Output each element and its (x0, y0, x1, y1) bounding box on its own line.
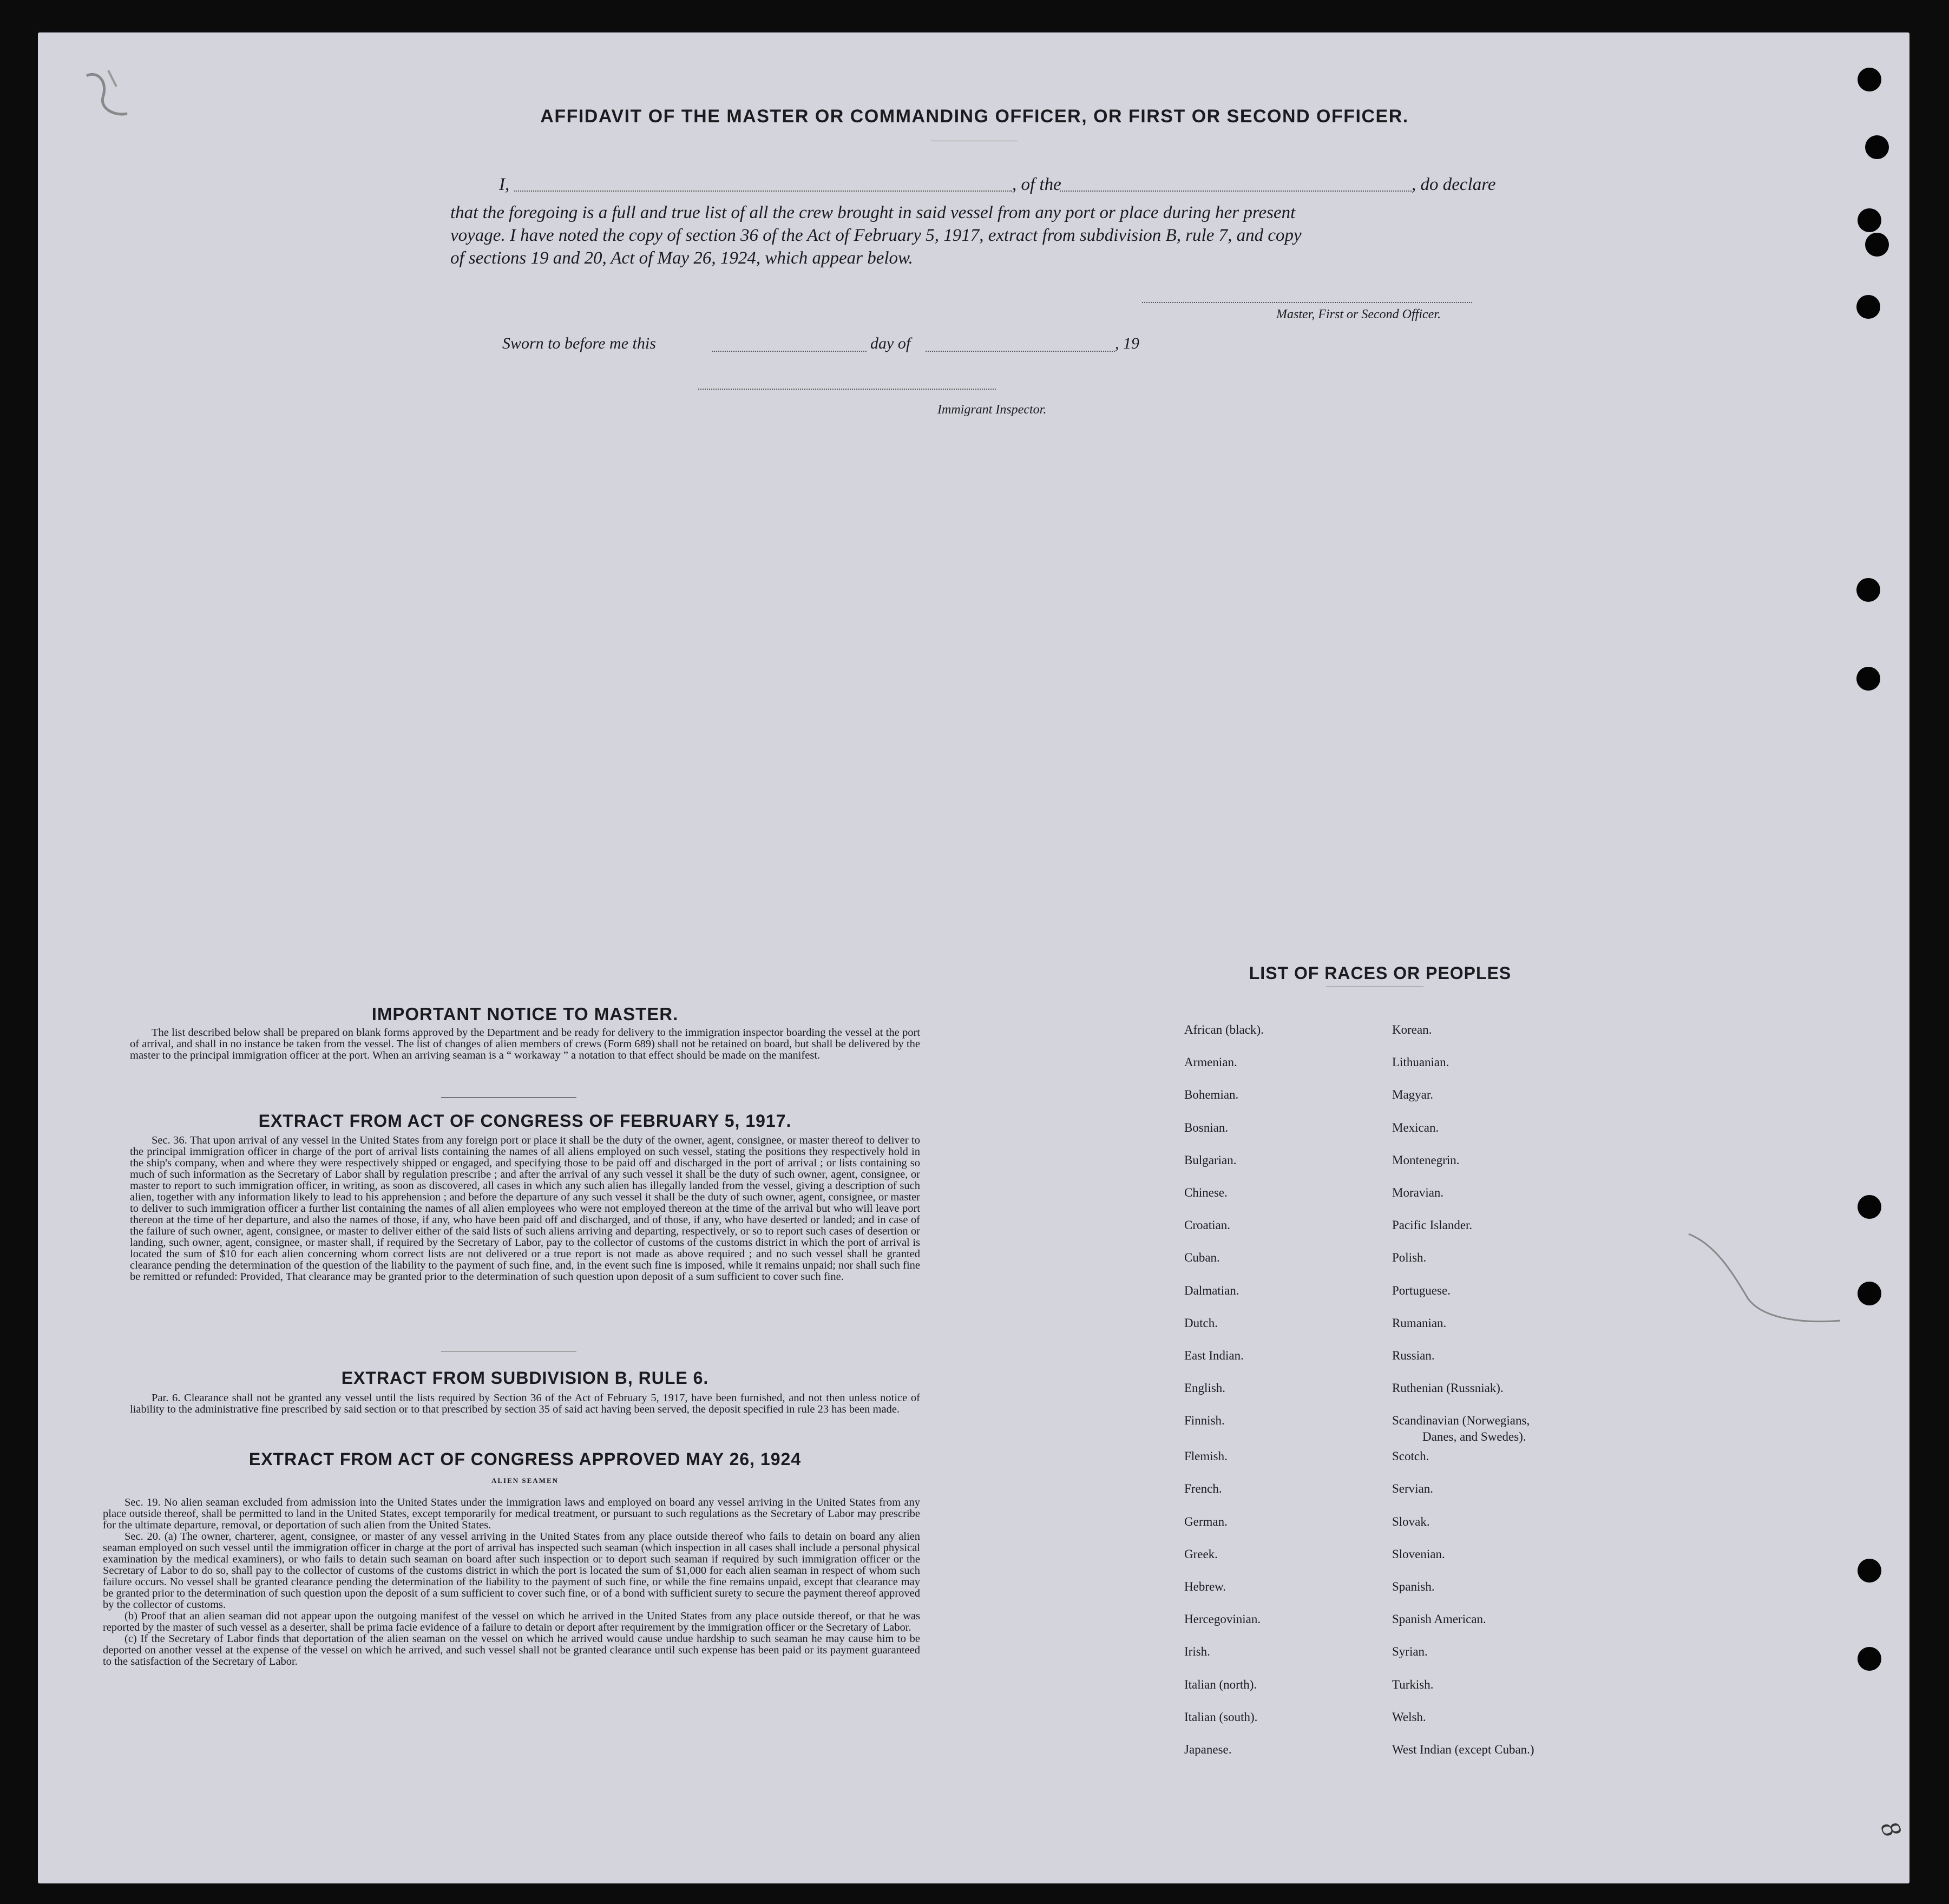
race-item: Portuguese. (1392, 1283, 1451, 1297)
master-name-line[interactable] (514, 191, 1012, 192)
race-item: Croatian. (1184, 1218, 1230, 1232)
sec20b-paragraph: (b) Proof that an alien seaman did not appear upon the outgoing manifest of the vessel on which he arrived in the United States from any place outside thereof, or that he was reported by the master of such vessel as a deserter, shall be prima facie evidence of a failure to detain or deport after requirement by the immigration officer or the Secretary of Labor. (103, 1610, 920, 1633)
declaration-line-3: of sections 19 and 20, Act of May 26, 1924, which appear below. (450, 248, 913, 268)
extract-rule6-heading: EXTRACT FROM SUBDIVISION B, RULE 6. (341, 1368, 709, 1388)
race-item: Dutch. (1184, 1316, 1218, 1330)
races-heading: LIST OF RACES OR PEOPLES (1249, 963, 1512, 983)
race-item: Turkish. (1392, 1677, 1434, 1691)
sec19-paragraph: Sec. 19. No alien seaman excluded from admission into the United States under the immigration laws and employed on board any vessel arriving in the United States from any place outside thereof, shall be permitted to land in the United States, except temporarily for medical treatment, or pursuant to such regulations as the Secretary of Labor may prescribe for the ultimate departure, removal, or deportation of such alien from the United States. (103, 1496, 920, 1531)
race-item: French. (1184, 1482, 1222, 1496)
race-item: Scotch. (1392, 1449, 1429, 1463)
race-item: Irish. (1184, 1645, 1210, 1659)
sec20a-paragraph: Sec. 20. (a) The owner, charterer, agent, consignee, or master of any vessel arriving in the United States from any place outside thereof who fails to detain on board any alien seaman employed on such vessel until the immigration officer in charge at the port of arrival has inspected such seaman (which inspection in all cases shall include a personal physical examination by the medical examiners), or who fails to detain such seaman on board after such inspection or to deport such seaman if required by such immigration officer or the Secretary of Labor to do so, shall pay to the collector of customs of the customs district in which the port is located the sum of $1,000 for each alien seaman in respect of whom such failure occurs. No vessel shall be granted clearance pending the determination of the liability to the payment of such fine, or while the fine remains unpaid, except that clearance may be granted prior to the determination of such question upon the deposit of a sum sufficient to cover such fine, or of a bond with sufficient surety to secure the payment thereof approved by the collector of customs. (103, 1531, 920, 1611)
year-label: , 19 (1115, 334, 1139, 352)
day-of-label: day of (870, 334, 911, 352)
section-rule (441, 1097, 576, 1098)
race-item: Montenegrin. (1392, 1153, 1460, 1167)
inspector-label: Immigrant Inspector. (937, 403, 1047, 417)
master-signature-line[interactable] (1142, 302, 1472, 303)
sworn-month-line[interactable] (926, 351, 1115, 352)
sworn-label: Sworn to before me this (502, 334, 656, 352)
binder-hole (1858, 208, 1881, 232)
extract-rule6-paragraph: Par. 6. Clearance shall not be granted any vessel until the lists required by Section 36 of the Act of February 5, 1917, have been furnished, and not then unless notice of liability to the administrative fine prescribed by said section or to that prescribed by section 35 of said act having been served, the deposit specified in rule 23 has been made. (130, 1392, 920, 1415)
race-item: Syrian. (1392, 1645, 1428, 1659)
binder-hole (1865, 135, 1889, 159)
notice-text (130, 1027, 920, 1061)
race-item: Rumanian. (1392, 1316, 1447, 1330)
race-item: Mexican. (1392, 1120, 1439, 1134)
race-item: Bohemian. (1184, 1088, 1239, 1102)
race-item: Flemish. (1184, 1449, 1228, 1463)
race-item: Slovak. (1392, 1514, 1430, 1528)
race-item: Cuban. (1184, 1251, 1220, 1265)
race-item: Armenian. (1184, 1055, 1237, 1069)
pencil-mark (1683, 1229, 1846, 1337)
race-item: Italian (north). (1184, 1677, 1257, 1691)
race-item: Dalmatian. (1184, 1283, 1239, 1297)
binder-hole (1858, 1195, 1881, 1219)
declaration-line-1: that the foregoing is a full and true list of all the crew brought in said vessel from any port or place during her present (450, 203, 1296, 222)
race-item: Spanish. (1392, 1580, 1435, 1593)
race-item: Slovenian. (1392, 1547, 1445, 1561)
extract-rule6-text (130, 1393, 920, 1415)
extract-1917-text (130, 1135, 920, 1283)
binder-hole (1858, 1282, 1881, 1305)
race-item: Scandinavian (Norwegians, (1392, 1414, 1530, 1428)
race-item: Korean. (1392, 1023, 1432, 1036)
races-left-column (1184, 1023, 1264, 1775)
extract-1924-text (103, 1497, 920, 1667)
races-right-column (1392, 1023, 1534, 1775)
race-item: African (black). (1184, 1023, 1264, 1036)
race-item: German. (1184, 1514, 1228, 1528)
page-mark: 8 (1874, 1817, 1908, 1841)
race-item: Chinese. (1184, 1185, 1228, 1199)
race-item: Danes, and Swedes). (1422, 1430, 1526, 1444)
race-item: Bosnian. (1184, 1120, 1229, 1134)
race-item: Hebrew. (1184, 1580, 1226, 1593)
extract-1917-heading: EXTRACT FROM ACT OF CONGRESS OF FEBRUARY 5, 1917. (258, 1111, 792, 1131)
race-item: Hercegovinian. (1184, 1612, 1261, 1626)
extract-1917-paragraph: Sec. 36. That upon arrival of any vessel in the United States from any foreign port or place it shall be the duty of the owner, agent, consignee, or master thereof to deliver to the principal immigration officer in charge of the port of arrival lists containing the names of all aliens employed on such vessel, stating the positions they respectively hold in the ship's company, when and where they were respectively shipped or engaged, and specifying those to be paid off and discharged in the port of arrival ; or lists containing so much of such information as the Secretary of Labor shall by regulation prescribe ; and after the arrival of any such vessel it shall be the duty of such owner, agent, consignee, or master to report to such immigration officer, in writing, as soon as discovered, all cases in which any such alien has illegally landed from the vessel, giving a description of such alien, together with any information likely to lead to his apprehension ; and before the departure of any such vessel it shall be the duty of such owner, agent, consignee, or master to deliver to such immigration officer a further list containing the names of all alien employees who were not employed thereon at the time of the arrival but who will leave port thereon at the time of her departure, and also the names of those, if any, who have been paid off and discharged, and of those, if any, who have deserted or landed; and in case of the failure of such owner, agent, consignee, or master to deliver either of the said lists of such aliens arriving and departing, respectively, or so to report such cases of desertion or landing, such owner, agent, consignee, or master shall, if required by the Secretary of Labor, pay to the collector of customs of the customs district in which the port of arrival is located the sum of $10 for each alien concerning whom correct lists are not delivered or a true report is not made as above required ; and no such vessel shall be granted clearance pending the determination of the question of the liability to the payment of such fine, and, in the event such fine is imposed, while it remains unpaid; nor shall such fine be remitted or refunded: Provided, That clearance may be granted prior to the determination of such question upon deposit of a sum sufficient to cover such fine. (130, 1134, 920, 1283)
binder-hole (1858, 68, 1881, 91)
affidavit-title: AFFIDAVIT OF THE MASTER OR COMMANDING OFFICER, OR FIRST OR SECOND OFFICER. (540, 106, 1409, 127)
race-item: Italian (south). (1184, 1710, 1258, 1724)
master-signature-label: Master, First or Second Officer. (1276, 307, 1441, 321)
sec20c-paragraph: (c) If the Secretary of Labor finds that deportation of the alien seaman on the vessel on which he arrived would cause undue hardship to such seaman he may cause him to be deported on another vessel at the expense of the vessel on which he arrived, and such vessel shall not be granted clearance until such expense has been paid or its payment guaranteed to the satisfaction of the Secretary of Labor. (103, 1633, 920, 1667)
race-item: Welsh. (1392, 1710, 1426, 1724)
binder-hole (1858, 1559, 1881, 1583)
binder-hole (1858, 1647, 1881, 1671)
race-item: Finnish. (1184, 1414, 1225, 1428)
race-item: Greek. (1184, 1547, 1218, 1561)
binder-hole (1856, 578, 1880, 602)
notice-heading: IMPORTANT NOTICE TO MASTER. (371, 1004, 679, 1024)
race-item: Pacific Islander. (1392, 1218, 1473, 1232)
race-item: Magyar. (1392, 1088, 1434, 1102)
race-item: Servian. (1392, 1482, 1434, 1496)
affidavit-of-the-label: , of the (1012, 175, 1061, 194)
alien-seamen-subheading: ALIEN SEAMEN (491, 1476, 559, 1485)
race-item: Russian. (1392, 1348, 1435, 1362)
notice-paragraph: The list described below shall be prepared on blank forms approved by the Department and be ready for delivery to the immigration inspector boarding the vessel at the port of arrival, and shall in no instance be taken from the vessel. The list of changes of alien members of crews (Form 689) shall not be retained on board, but shall be delivered by the master to the principal immigration officer at the port. When an arriving seaman is a “ workaway ” a notation to that effect should be made on the manifest. (130, 1027, 920, 1061)
inspector-signature-line[interactable] (698, 389, 996, 390)
extract-1924-heading: EXTRACT FROM ACT OF CONGRESS APPROVED MAY 26, 1924 (248, 1449, 802, 1469)
affidavit-i-label: I, (499, 175, 510, 194)
race-item: Ruthenian (Russniak). (1392, 1381, 1504, 1395)
race-item: Spanish American. (1392, 1612, 1486, 1626)
race-item: Moravian. (1392, 1185, 1444, 1199)
race-item: Bulgarian. (1184, 1153, 1237, 1167)
race-item: Polish. (1392, 1251, 1427, 1265)
race-item: English. (1184, 1381, 1226, 1395)
affidavit-do-declare-label: , do declare (1412, 175, 1496, 194)
race-item: Lithuanian. (1392, 1055, 1449, 1069)
race-item: West Indian (except Cuban.) (1392, 1742, 1534, 1756)
race-item: Japanese. (1184, 1742, 1232, 1756)
vessel-name-line[interactable] (1060, 191, 1412, 192)
sworn-day-line[interactable] (712, 351, 867, 352)
binder-hole (1856, 667, 1880, 691)
binder-hole (1856, 295, 1880, 319)
declaration-line-2: voyage. I have noted the copy of section 36 of the Act of February 5, 1917, extract from subdivision B, rule 7, and copy (450, 226, 1302, 245)
race-item: East Indian. (1184, 1348, 1244, 1362)
binder-hole (1865, 233, 1889, 257)
